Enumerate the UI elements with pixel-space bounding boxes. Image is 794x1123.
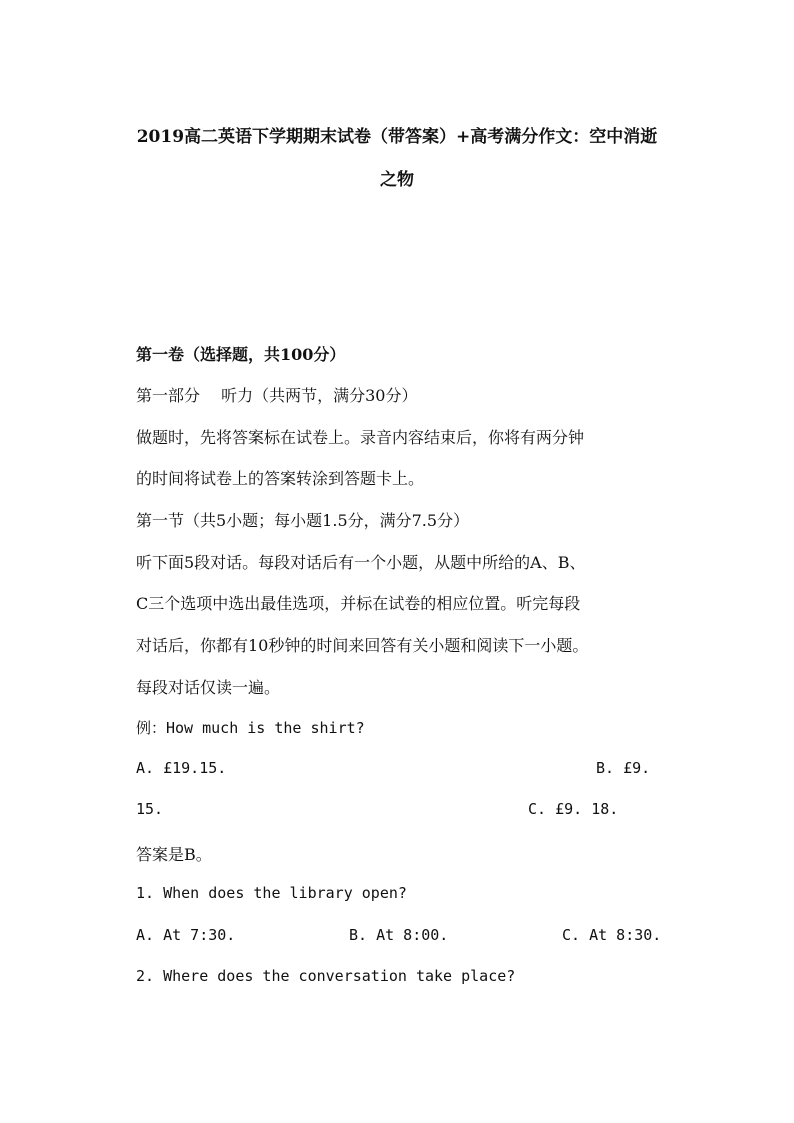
instruction-line: 的时间将试卷上的答案转涂到答题卡上。 — [136, 469, 425, 488]
question-1-option-a: A. At 7:30. — [136, 926, 236, 944]
example-question: 例：How much is the shirt? — [136, 719, 365, 737]
document-title-line-1: 2019高二英语下学期期末试卷（带答案）+高考满分作文：空中消逝 — [136, 127, 658, 147]
example-answer: 答案是B。 — [136, 845, 212, 864]
example-option-c: C. £9. 18. — [528, 800, 619, 818]
subsection-heading: 第一节（共5小题；每小题1.5分，满分7.5分） — [136, 511, 470, 530]
subsection-instruction-line: 听下面5段对话。每段对话后有一个小题，从题中所给的A、B、 — [136, 553, 586, 572]
document-title-line-2: 之物 — [380, 170, 414, 190]
instruction-line: 做题时，先将答案标在试卷上。录音内容结束后，你将有两分钟 — [136, 428, 585, 447]
question-2: 2. Where does the conversation take place? — [136, 967, 516, 985]
subsection-instruction-line: C三个选项中选出最佳选项，并标在试卷的相应位置。听完每段 — [136, 594, 581, 613]
part-heading: 第一部分 听力（共两节，满分30分） — [136, 386, 418, 405]
example-option-b: B. £9. — [596, 759, 651, 777]
subsection-instruction-line: 每段对话仅读一遍。 — [136, 678, 281, 697]
example-option-a: A. £19.15. — [136, 759, 227, 777]
subsection-instruction-line: 对话后，你都有10秒钟的时间来回答有关小题和阅读下一小题。 — [136, 636, 589, 655]
example-option-b-continued: 15. — [136, 800, 164, 818]
question-1-option-b: B. At 8:00. — [349, 926, 449, 944]
section-heading: 第一卷（选择题，共100分） — [136, 345, 346, 364]
question-1: 1. When does the library open? — [136, 884, 407, 902]
question-1-option-c: C. At 8:30. — [562, 926, 662, 944]
